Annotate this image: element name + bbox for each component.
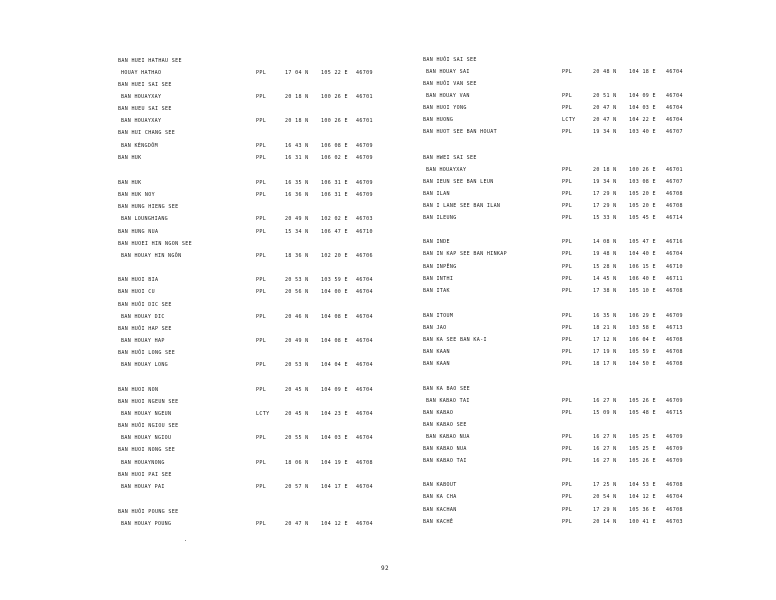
longitude: 105 20 E — [629, 203, 656, 209]
place-name: BAN INPÊNG — [423, 264, 457, 270]
feature-type: PPL — [256, 435, 267, 441]
longitude: 106 08 E — [321, 143, 348, 149]
longitude: 106 04 E — [629, 337, 656, 343]
feature-type: PPL — [256, 289, 267, 295]
map-code: 46708 — [666, 482, 683, 488]
place-name: BAN KA SEE BAN KA-I — [423, 337, 487, 343]
place-name: BAN HUOI YONG — [423, 105, 467, 111]
place-name: BAN KABAO SEE — [423, 422, 467, 428]
map-code: 46708 — [666, 288, 683, 294]
latitude: 20 45 N — [285, 387, 309, 393]
feature-type: PPL — [562, 93, 573, 99]
latitude: 17 19 N — [593, 349, 617, 355]
place-name: BAN HOUAY VAN — [426, 93, 470, 99]
map-code: 46709 — [356, 70, 373, 76]
map-code: 46704 — [356, 411, 373, 417]
map-code: 46709 — [356, 155, 373, 161]
feature-type: PPL — [256, 155, 267, 161]
feature-type: PPL — [256, 387, 267, 393]
place-name: BAN HUOI NONG SEE — [118, 447, 176, 453]
latitude: 16 27 N — [593, 458, 617, 464]
feature-type: PPL — [256, 192, 267, 198]
place-name: BAN HUÔI POUNG SEE — [118, 509, 179, 515]
place-name: BAN HUÔI HAP SEE — [118, 326, 172, 332]
feature-type: PPL — [256, 180, 267, 186]
latitude: 20 47 N — [593, 117, 617, 123]
place-name: BAN HOUAY POUNG — [121, 521, 172, 527]
longitude: 104 12 E — [629, 494, 656, 500]
feature-type: PPL — [256, 143, 267, 149]
feature-type: PPL — [256, 338, 267, 344]
longitude: 104 12 E — [321, 521, 348, 527]
longitude: 106 40 E — [629, 276, 656, 282]
latitude: 16 31 N — [285, 155, 309, 161]
map-code: 46710 — [666, 264, 683, 270]
place-name: BAN KACHAN — [423, 507, 457, 513]
place-name: BAN HUOI NON — [118, 387, 159, 393]
map-code: 46708 — [666, 191, 683, 197]
place-name: BAN INDE — [423, 239, 450, 245]
latitude: 20 51 N — [593, 93, 617, 99]
longitude: 106 15 E — [629, 264, 656, 270]
place-name: BAN HOUAY NGIOU — [121, 435, 172, 441]
feature-type: PPL — [256, 484, 267, 490]
latitude: 20 18 N — [285, 118, 309, 124]
longitude: 105 26 E — [629, 398, 656, 404]
map-code: 46716 — [666, 239, 683, 245]
latitude: 15 09 N — [593, 410, 617, 416]
feature-type: PPL — [562, 191, 573, 197]
place-name: BAN KABAO NUA — [423, 446, 467, 452]
place-name: BAN HUK — [118, 155, 142, 161]
place-name: BAN HOUAY SAI — [426, 69, 470, 75]
map-code: 46715 — [666, 410, 683, 416]
latitude: 14 45 N — [593, 276, 617, 282]
map-code: 46708 — [666, 349, 683, 355]
feature-type: PPL — [562, 288, 573, 294]
place-name: BAN I LANE SEE BAN ILAN — [423, 203, 501, 209]
place-name: HOUAY HATHAO — [121, 70, 162, 76]
latitude: 16 35 N — [285, 180, 309, 186]
longitude: 103 58 E — [629, 325, 656, 331]
latitude: 18 06 N — [285, 460, 309, 466]
latitude: 20 18 N — [285, 94, 309, 100]
longitude: 104 00 E — [321, 289, 348, 295]
place-name: BAN KABAO TAI — [423, 458, 467, 464]
place-name: BAN LOUNGHIANG — [121, 216, 169, 222]
longitude: 105 25 E — [629, 446, 656, 452]
longitude: 106 47 E — [321, 229, 348, 235]
longitude: 104 53 E — [629, 482, 656, 488]
map-code: 46713 — [666, 325, 683, 331]
place-name: BAN HUEI SAI SEE — [118, 82, 172, 88]
map-code: 46709 — [666, 446, 683, 452]
feature-type: PPL — [256, 277, 267, 283]
latitude: 20 55 N — [285, 435, 309, 441]
latitude: 20 47 N — [285, 521, 309, 527]
place-name: BAN HUOI PAI SEE — [118, 472, 172, 478]
map-code: 46704 — [356, 387, 373, 393]
longitude: 100 26 E — [629, 167, 656, 173]
latitude: 17 29 N — [593, 191, 617, 197]
longitude: 104 03 E — [629, 105, 656, 111]
map-code: 46706 — [356, 253, 373, 259]
latitude: 18 36 N — [285, 253, 309, 259]
scan-speck — [185, 540, 186, 541]
latitude: 19 34 N — [593, 129, 617, 135]
feature-type: PPL — [562, 494, 573, 500]
map-code: 46709 — [666, 398, 683, 404]
latitude: 17 12 N — [593, 337, 617, 343]
latitude: 18 21 N — [593, 325, 617, 331]
place-name: BAN HUI CHANG SEE — [118, 130, 176, 136]
longitude: 100 41 E — [629, 519, 656, 525]
feature-type: PPL — [256, 229, 267, 235]
map-code: 46704 — [356, 362, 373, 368]
latitude: 20 18 N — [593, 167, 617, 173]
latitude: 17 25 N — [593, 482, 617, 488]
longitude: 102 02 E — [321, 216, 348, 222]
feature-type: PPL — [562, 446, 573, 452]
latitude: 18 17 N — [593, 361, 617, 367]
latitude: 17 38 N — [593, 288, 617, 294]
place-name: BAN HUEI HATHAU SEE — [118, 58, 182, 64]
latitude: 16 43 N — [285, 143, 309, 149]
place-name: BAN HOUAYNONG — [121, 460, 165, 466]
place-name: BAN ILAN — [423, 191, 450, 197]
place-name: BAN INTHI — [423, 276, 454, 282]
place-name: BAN HUÔI LONG SEE — [118, 350, 176, 356]
longitude: 104 03 E — [321, 435, 348, 441]
map-code: 46704 — [666, 251, 683, 257]
place-name: BAN HUK — [118, 180, 142, 186]
map-code: 46704 — [666, 105, 683, 111]
feature-type: PPL — [256, 314, 267, 320]
longitude: 104 50 E — [629, 361, 656, 367]
place-name: BAN ITOUM — [423, 313, 454, 319]
longitude: 100 26 E — [321, 118, 348, 124]
latitude: 19 34 N — [593, 179, 617, 185]
latitude: 20 14 N — [593, 519, 617, 525]
feature-type: PPL — [562, 276, 573, 282]
feature-type: PPL — [562, 105, 573, 111]
map-code: 46709 — [666, 434, 683, 440]
longitude: 104 08 E — [321, 314, 348, 320]
map-code: 46704 — [356, 289, 373, 295]
map-code: 46710 — [356, 229, 373, 235]
latitude: 20 53 N — [285, 362, 309, 368]
latitude: 20 45 N — [285, 411, 309, 417]
place-name: BAN HOUAY HAP — [121, 338, 165, 344]
place-name: BAN ILEUNG — [423, 215, 457, 221]
longitude: 103 59 E — [321, 277, 348, 283]
place-name: BAN KABAO NUA — [426, 434, 470, 440]
map-code: 46709 — [666, 458, 683, 464]
place-name: BAN HUNG NUA — [118, 229, 159, 235]
latitude: 17 29 N — [593, 203, 617, 209]
longitude: 105 20 E — [629, 191, 656, 197]
map-code: 46703 — [666, 519, 683, 525]
place-name: BAN KAAN — [423, 349, 450, 355]
feature-type: PPL — [562, 203, 573, 209]
place-name: BAN HOUAYXAY — [121, 94, 162, 100]
longitude: 104 08 E — [321, 338, 348, 344]
place-name: BAN KABOUT — [423, 482, 457, 488]
feature-type: PPL — [256, 118, 267, 124]
latitude: 17 04 N — [285, 70, 309, 76]
feature-type: PPL — [256, 521, 267, 527]
longitude: 106 29 E — [629, 313, 656, 319]
feature-type: PPL — [562, 129, 573, 135]
longitude: 104 40 E — [629, 251, 656, 257]
place-name: BAN KA CHA — [423, 494, 457, 500]
latitude: 20 56 N — [285, 289, 309, 295]
longitude: 105 45 E — [629, 215, 656, 221]
page-number: 92 — [381, 565, 390, 572]
place-name: BAN KABAO — [423, 410, 454, 416]
place-name: BAN HUOI CU — [118, 289, 155, 295]
map-code: 46709 — [666, 313, 683, 319]
feature-type: PPL — [256, 94, 267, 100]
longitude: 104 09 E — [629, 93, 656, 99]
place-name: BAN HUÔI VAN SEE — [423, 81, 477, 87]
place-name: BAN HWEI SAI SEE — [423, 155, 477, 161]
longitude: 104 17 E — [321, 484, 348, 490]
feature-type: PPL — [562, 69, 573, 75]
map-code: 46704 — [356, 521, 373, 527]
latitude: 16 27 N — [593, 446, 617, 452]
feature-type: PPL — [562, 482, 573, 488]
longitude: 103 08 E — [629, 179, 656, 185]
map-code: 46701 — [356, 94, 373, 100]
map-code: 46704 — [356, 314, 373, 320]
place-name: BAN HUEU SAI SEE — [118, 106, 172, 112]
place-name: BAN KACHÊ — [423, 519, 454, 525]
longitude: 106 31 E — [321, 180, 348, 186]
feature-type: PPL — [562, 519, 573, 525]
latitude: 16 27 N — [593, 434, 617, 440]
map-code: 46707 — [666, 129, 683, 135]
longitude: 104 22 E — [629, 117, 656, 123]
longitude: 102 20 E — [321, 253, 348, 259]
latitude: 19 48 N — [593, 251, 617, 257]
feature-type: PPL — [562, 179, 573, 185]
map-code: 46708 — [666, 507, 683, 513]
latitude: 20 46 N — [285, 314, 309, 320]
latitude: 16 27 N — [593, 398, 617, 404]
feature-type: PPL — [562, 410, 573, 416]
feature-type: PPL — [562, 167, 573, 173]
longitude: 104 19 E — [321, 460, 348, 466]
map-code: 46708 — [666, 203, 683, 209]
place-name: BAN HOUAYXAY — [426, 167, 467, 173]
latitude: 20 49 N — [285, 216, 309, 222]
map-code: 46707 — [666, 179, 683, 185]
longitude: 105 48 E — [629, 410, 656, 416]
place-name: BAN HUONG — [423, 117, 454, 123]
longitude: 104 18 E — [629, 69, 656, 75]
longitude: 105 47 E — [629, 239, 656, 245]
feature-type: PPL — [562, 361, 573, 367]
longitude: 105 59 E — [629, 349, 656, 355]
map-code: 46704 — [666, 93, 683, 99]
latitude: 20 47 N — [593, 105, 617, 111]
longitude: 105 36 E — [629, 507, 656, 513]
latitude: 15 33 N — [593, 215, 617, 221]
place-name: BAN HUÔI SAI SEE — [423, 57, 477, 63]
place-name: BAN HUOT SEE BAN HOUAT — [423, 129, 497, 135]
feature-type: PPL — [256, 362, 267, 368]
place-name: BAN HOUAY HIN NGÔN — [121, 253, 182, 259]
feature-type: PPL — [562, 434, 573, 440]
map-code: 46704 — [666, 117, 683, 123]
place-name: BAN IEUN SEE BAN LEUN — [423, 179, 494, 185]
map-code: 46709 — [356, 180, 373, 186]
place-name: BAN HUOI BIA — [118, 277, 159, 283]
map-code: 46711 — [666, 276, 683, 282]
map-code: 46704 — [666, 494, 683, 500]
feature-type: PPL — [256, 216, 267, 222]
map-code: 46704 — [356, 277, 373, 283]
place-name: BAN JAO — [423, 325, 447, 331]
latitude: 16 35 N — [593, 313, 617, 319]
feature-type: LCTY — [256, 411, 270, 417]
place-name: BAN KAAN — [423, 361, 450, 367]
feature-type: PPL — [562, 264, 573, 270]
map-code: 46704 — [356, 338, 373, 344]
place-name: BAN KABAO TAI — [426, 398, 470, 404]
latitude: 15 28 N — [593, 264, 617, 270]
feature-type: LCTY — [562, 117, 576, 123]
place-name: BAN HUÔI DIC SEE — [118, 302, 172, 308]
map-code: 46714 — [666, 215, 683, 221]
longitude: 100 26 E — [321, 94, 348, 100]
place-name: BAN IN KAP SEE BAN HINKAP — [423, 251, 508, 257]
map-code: 46704 — [356, 435, 373, 441]
place-name: BAN HOUAYXAY — [121, 118, 162, 124]
map-code: 46704 — [666, 69, 683, 75]
feature-type: PPL — [562, 215, 573, 221]
map-code: 46708 — [356, 460, 373, 466]
feature-type: PPL — [562, 239, 573, 245]
place-name: BAN HUÔI NGIOU SEE — [118, 423, 179, 429]
feature-type: PPL — [562, 251, 573, 257]
place-name: BAN HUK NOY — [118, 192, 155, 198]
place-name: BAN HOUAY NGEUN — [121, 411, 172, 417]
feature-type: PPL — [562, 313, 573, 319]
map-code: 46701 — [356, 118, 373, 124]
feature-type: PPL — [562, 458, 573, 464]
map-code: 46708 — [666, 337, 683, 343]
place-name: BAN HUOEI HIN NGON SEE — [118, 241, 192, 247]
map-code: 46703 — [356, 216, 373, 222]
latitude: 14 08 N — [593, 239, 617, 245]
map-code: 46709 — [356, 192, 373, 198]
longitude: 106 02 E — [321, 155, 348, 161]
feature-type: PPL — [256, 70, 267, 76]
feature-type: PPL — [562, 398, 573, 404]
place-name: BAN HOUAY LONG — [121, 362, 169, 368]
place-name: BAN ITAK — [423, 288, 450, 294]
feature-type: PPL — [256, 460, 267, 466]
longitude: 104 23 E — [321, 411, 348, 417]
longitude: 103 40 E — [629, 129, 656, 135]
place-name: BAN KÈNGDÔM — [121, 143, 158, 149]
longitude: 104 04 E — [321, 362, 348, 368]
latitude: 15 34 N — [285, 229, 309, 235]
latitude: 16 36 N — [285, 192, 309, 198]
latitude: 17 29 N — [593, 507, 617, 513]
place-name: BAN HOUAY DIC — [121, 314, 165, 320]
feature-type: PPL — [562, 337, 573, 343]
longitude: 105 25 E — [629, 434, 656, 440]
longitude: 104 09 E — [321, 387, 348, 393]
longitude: 105 26 E — [629, 458, 656, 464]
longitude: 105 10 E — [629, 288, 656, 294]
latitude: 20 54 N — [593, 494, 617, 500]
latitude: 20 57 N — [285, 484, 309, 490]
place-name: BAN HUNG HIENG SEE — [118, 204, 179, 210]
feature-type: PPL — [562, 507, 573, 513]
latitude: 20 49 N — [285, 338, 309, 344]
map-code: 46709 — [356, 143, 373, 149]
longitude: 106 31 E — [321, 192, 348, 198]
map-code: 46704 — [356, 484, 373, 490]
feature-type: PPL — [562, 349, 573, 355]
longitude: 105 22 E — [321, 70, 348, 76]
place-name: BAN HUOI NGEUN SEE — [118, 399, 179, 405]
feature-type: PPL — [256, 253, 267, 259]
feature-type: PPL — [562, 325, 573, 331]
place-name: BAN HOUAY PAI — [121, 484, 165, 490]
map-code: 46708 — [666, 361, 683, 367]
latitude: 20 53 N — [285, 277, 309, 283]
place-name: BAN KA BAO SEE — [423, 386, 471, 392]
latitude: 20 48 N — [593, 69, 617, 75]
map-code: 46701 — [666, 167, 683, 173]
